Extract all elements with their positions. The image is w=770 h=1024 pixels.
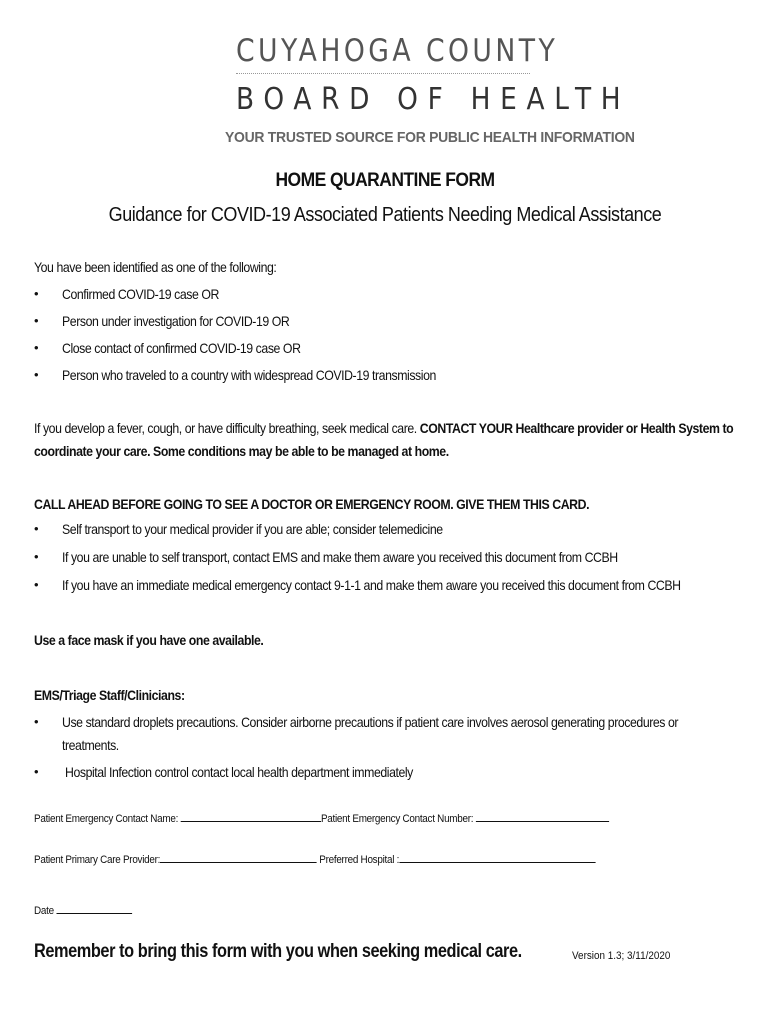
ems-item-2: Hospital Infection control contact local health department immediately <box>65 764 413 780</box>
bullet-icon: • <box>34 340 39 355</box>
identified-item: Person under investigation for COVID-19 OR <box>62 313 290 329</box>
ems-heading: EMS/Triage Staff/Clinicians: <box>34 687 185 703</box>
symptoms-plain-text: If you develop a fever, cough, or have difficulty breathing, seek medical care. <box>34 420 420 436</box>
bullet-icon: • <box>34 521 39 536</box>
preferred-hospital-label: Preferred Hospital : <box>319 854 400 866</box>
mask-note: Use a face mask if you have one available. <box>34 632 264 648</box>
logo-board-name: BOARD OF HEALTH <box>236 82 631 117</box>
care-provider-row <box>34 852 595 866</box>
symptoms-line-1 <box>34 420 733 436</box>
primary-care-provider-label: Patient Primary Care Provider: <box>34 854 161 866</box>
logo-tagline: YOUR TRUSTED SOURCE FOR PUBLIC HEALTH INFORMATION <box>225 129 635 146</box>
bullet-icon: • <box>34 313 39 328</box>
emergency-contact-number-label: Patient Emergency Contact Number: <box>320 813 474 825</box>
symptoms-line-2: coordinate your care. Some conditions may be able to be managed at home. <box>34 443 449 459</box>
preferred-hospital-field[interactable] <box>399 852 595 863</box>
symptoms-bold-text: CONTACT YOUR Healthcare provider or Health System to <box>419 420 734 436</box>
version-text: Version 1.3; 3/11/2020 <box>572 950 671 962</box>
emergency-contact-name-field[interactable] <box>181 811 321 822</box>
call-ahead-item: Self transport to your medical provider if you are able; consider telemedicine <box>62 521 443 537</box>
form-subtitle: Guidance for COVID-19 Associated Patients Needing Medical Assistance <box>108 204 662 226</box>
emergency-contact-number-field[interactable] <box>476 811 609 822</box>
call-ahead-item: If you have an immediate medical emergency contact 9-1-1 and make them aware you received this document from CCBH <box>62 577 681 593</box>
bullet-icon: • <box>34 577 39 592</box>
bullet-icon: • <box>34 764 39 779</box>
logo-divider <box>236 73 530 74</box>
logo-county-name: CUYAHOGA COUNTY <box>236 33 559 69</box>
emergency-contact-row <box>34 811 609 825</box>
bullet-icon: • <box>34 549 39 564</box>
ems-item-1-line-1: Use standard droplets precautions. Consider airborne precautions if patient care involves aerosol generating procedures or <box>62 714 679 730</box>
ems-item-1-line-2: treatments. <box>62 737 119 753</box>
date-field[interactable] <box>56 903 132 914</box>
primary-care-provider-field[interactable] <box>160 852 317 863</box>
call-ahead-heading: CALL AHEAD BEFORE GOING TO SEE A DOCTOR OR EMERGENCY ROOM. GIVE THEM THIS CARD. <box>34 496 590 512</box>
form-title: HOME QUARANTINE FORM <box>275 170 495 191</box>
identified-item: Person who traveled to a country with widespread COVID-19 transmission <box>62 367 436 383</box>
bullet-icon: • <box>34 286 39 301</box>
bullet-icon: • <box>34 714 39 729</box>
identified-item: Confirmed COVID-19 case OR <box>62 286 219 302</box>
bullet-icon: • <box>34 367 39 382</box>
call-ahead-item: If you are unable to self transport, contact EMS and make them aware you received this document from CCBH <box>62 549 618 565</box>
identified-item: Close contact of confirmed COVID-19 case OR <box>62 340 301 356</box>
identified-intro: You have been identified as one of the following: <box>34 259 277 275</box>
date-label: Date <box>34 905 54 917</box>
reminder-text: Remember to bring this form with you when seeking medical care. <box>34 941 522 962</box>
emergency-contact-name-label: Patient Emergency Contact Name: <box>34 813 179 825</box>
date-row <box>34 903 132 917</box>
